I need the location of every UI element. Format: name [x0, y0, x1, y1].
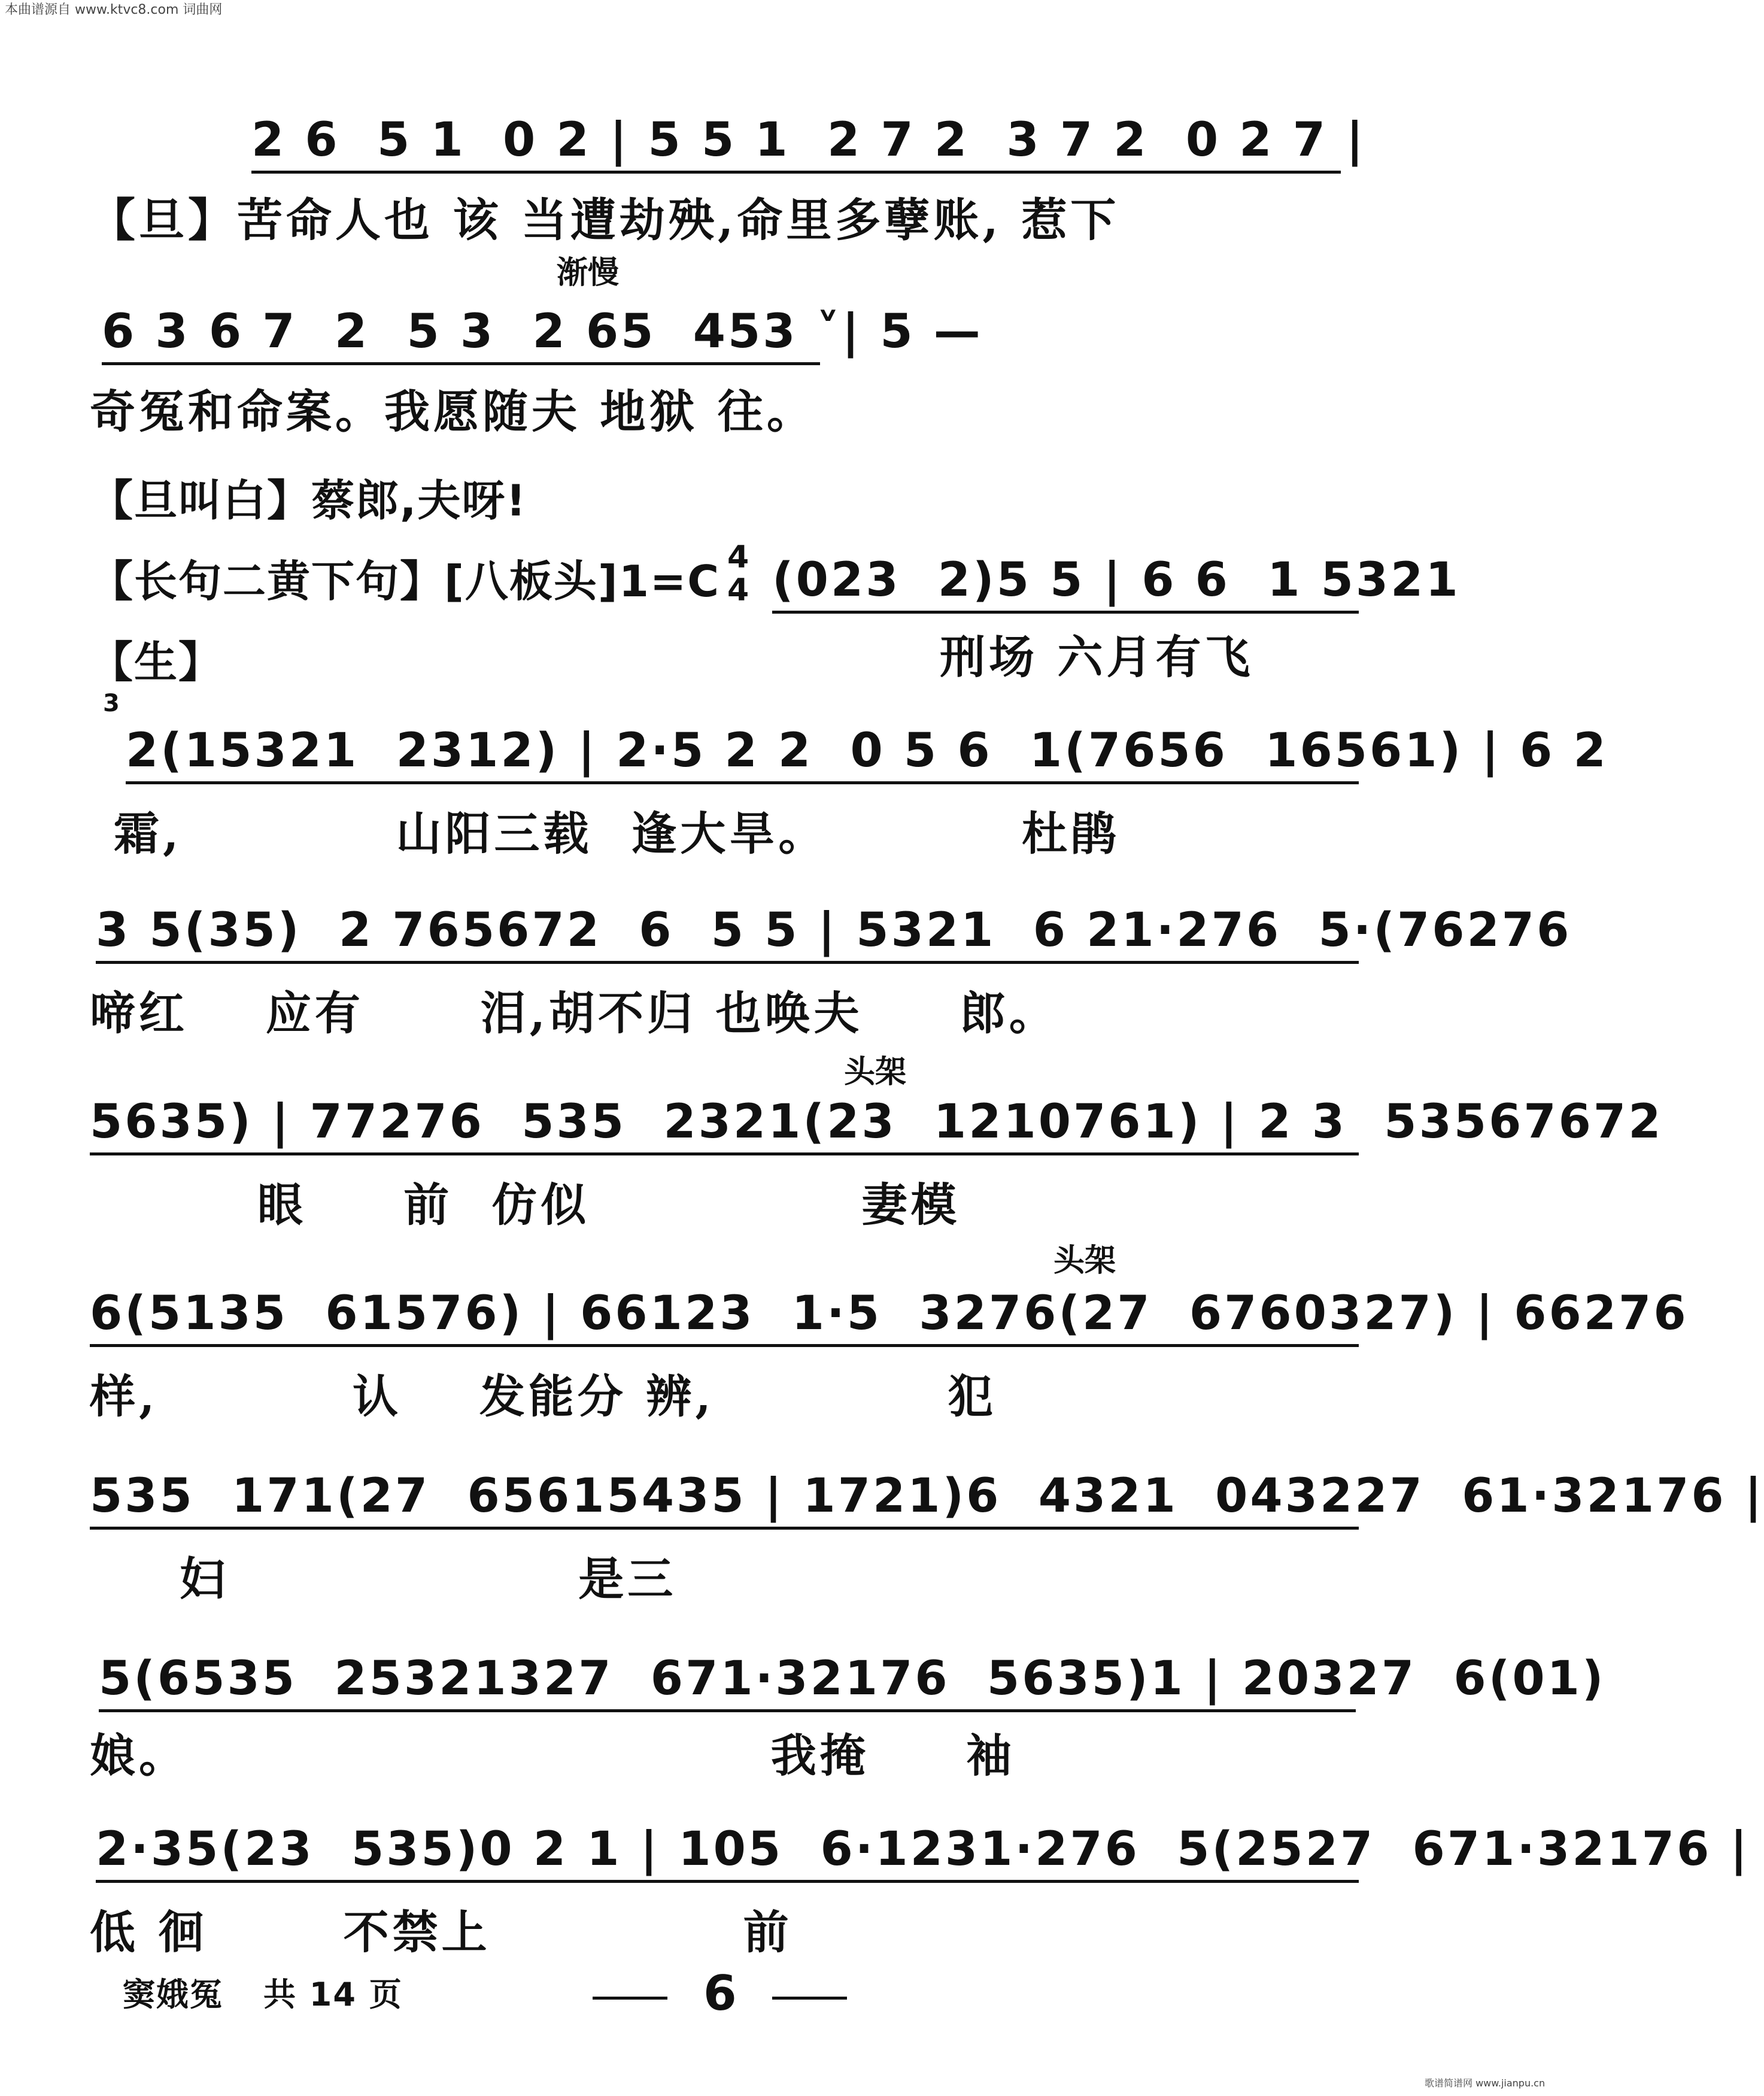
- notation-line-3: (023 2)5 5 | 6 6 1 5321: [772, 553, 1461, 607]
- notation-line-6: 5635) | 77276 535 2321(23 1210761) | 2 3 53567672: [90, 1095, 1663, 1149]
- notation-line-1: 2 6 5 1 0 2 | 5 5 1 2 7 2 3 7 2 0 2 7 |: [251, 113, 1366, 167]
- beam-line-8: [90, 1527, 1359, 1530]
- beam-line-9: [99, 1709, 1356, 1712]
- lyric-line-6: 眼 前 仿似 妻模: [257, 1178, 960, 1231]
- page-number: 6: [703, 1965, 737, 2021]
- notation-line-9: 5(6535 25321327 671·32176 5635)1 | 20327 6(01): [99, 1652, 1606, 1706]
- lyric-line-1: 【旦】苦命人也 该 当遭劫殃,命里多孽账, 惹下: [90, 193, 1120, 247]
- notation-line-7: 6(5135 61576) | 66123 1·5 3276(27 6760327) | 66276: [90, 1287, 1689, 1340]
- section-mark-1: 头架: [844, 1054, 907, 1090]
- time-signature-top: 4: [727, 539, 749, 575]
- notation-line-2: 6 3 6 7 2 5 3 2 65 453 ˅| 5 —: [102, 305, 983, 359]
- page-dash-left: [593, 1997, 667, 2000]
- lyric-line-7: 样, 认 发能分 辨, 犯: [90, 1370, 997, 1423]
- lyric-line-9: 娘。 我掩 袖: [90, 1729, 1016, 1782]
- lyric-line-5: 啼红 应有 泪,胡不归 也唤夫 郎。: [90, 987, 1058, 1040]
- beam-line-3: [772, 611, 1359, 614]
- tempo-mark: 渐慢: [557, 255, 620, 291]
- beam-line-7: [90, 1344, 1359, 1347]
- lyric-line-3: 刑场 六月有飞: [940, 630, 1254, 684]
- footer-page-count: 共 14 页: [263, 1976, 403, 2013]
- lyric-line-4: 霜, 山阳三载 逢大旱。 杜鹃: [114, 807, 1121, 860]
- notation-line-4: 2(15321 2312) | 2·5 2 2 0 5 6 1(7656 16561) | 6 2: [126, 724, 1608, 778]
- header-source-text: 本曲谱源自 www.ktvc8.com 词曲网: [5, 2, 223, 17]
- page-dash-right: [772, 1997, 847, 2000]
- beam-line-4: [126, 781, 1359, 784]
- time-signature-bottom: 4: [727, 572, 749, 608]
- beam-line-5: [96, 961, 1359, 964]
- grace-note: 3: [103, 690, 120, 717]
- spoken-line: 【旦叫白】蔡郎,夫呀!: [90, 475, 527, 526]
- section-mark-2: 头架: [1053, 1243, 1116, 1279]
- lyric-line-10: 低 徊 不禁上 前: [90, 1906, 793, 1959]
- lyric-line-2: 奇冤和命案。我愿随夫 地狱 往。: [90, 385, 816, 438]
- beam-line-10: [96, 1880, 1359, 1883]
- footer-watermark-text: 歌谱简谱网 www.jianpu.cn: [1425, 2077, 1546, 2089]
- tune-label: 【长句二黄下句】[八板头]1=C: [90, 556, 721, 606]
- lyric-line-8: 妇 是三: [180, 1552, 677, 1606]
- beam-line-2: [102, 362, 820, 365]
- footer-title: 窦娥冤: [123, 1976, 223, 2013]
- beam-line-1: [251, 171, 1341, 174]
- beam-line-6: [90, 1152, 1359, 1155]
- notation-line-5: 3 5(35) 2 765672 6 5 5 | 5321 6 21·276 5·(76276: [96, 903, 1572, 957]
- role-label-sheng: 【生】: [90, 637, 223, 687]
- notation-line-8: 535 171(27 65615435 | 1721)6 4321 043227 61·32176 |: [90, 1469, 1764, 1523]
- notation-line-10: 2·35(23 535)0 2 1 | 105 6·1231·276 5(2527 671·32176 |: [96, 1822, 1750, 1876]
